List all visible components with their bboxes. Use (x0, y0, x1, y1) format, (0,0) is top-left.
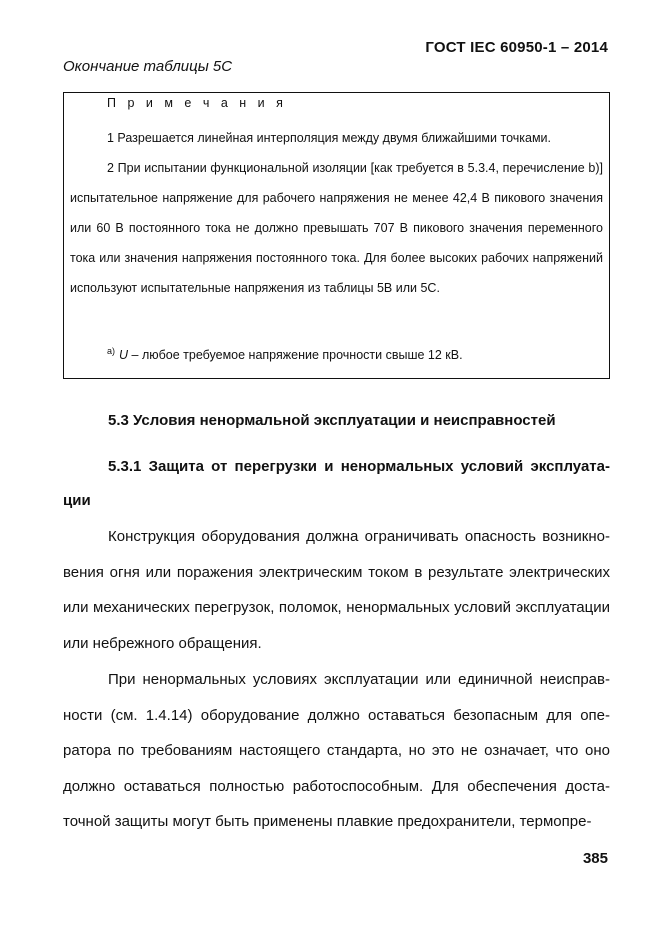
document-header: ГОСТ IEC 60950-1 – 2014 (425, 39, 608, 56)
section-heading: 5.3 Условия ненормальной эксплуатации и неисправностей (108, 412, 556, 429)
subsection-heading: 5.3.1 Защита от перегрузки и ненормальных условий эксплуатации (63, 458, 610, 509)
footnote-a (107, 336, 463, 370)
footnote-text: – любое требуемое напряжение прочности свыше 12 кВ. (128, 348, 463, 362)
body-paragraph-2: При ненормальных условиях эксплуатации или единичной неисправности (см. 1.4.14) оборудование должно оставаться безопасным для оператора по требованиям настоящего стандарта, но это не означает, что оно должно оставаться полностью работоспособным. Для обеспечения достаточной защиты могут быть применены плавкие предохранители, термопре- (63, 671, 610, 831)
notes-title: П р и м е ч а н и я (107, 96, 287, 110)
note-1: 1 Разрешается линейная интерполяция между двумя ближайшими точками. (107, 131, 552, 145)
footnote-marker: a) (107, 346, 116, 356)
footnote-variable: U (119, 348, 129, 362)
page-number: 385 (582, 850, 608, 867)
body-paragraph-1: Конструкция оборудования должна ограничивать опасность возникновения огня или поражения электрическим током в результате электрических или механических перегрузок, поломок, ненормальных условий эксплуатации или небрежного обращения. (63, 528, 610, 652)
note-2: 2 При испытании функциональной изоляции [как требуется в 5.3.4, перечисление b)] испытательное напряжение для рабочего напряжения не менее 42,4 В пикового значения или 60 В постоянного тока не должно превышать 707 В пикового значения переменного тока или значения напряжения постоянного тока. Для более высоких рабочих напряжений используют испытательные напряжения из таблицы 5В или 5С. (70, 161, 603, 295)
notes-table-cell (63, 92, 610, 379)
table-caption: Окончание таблицы 5С (63, 58, 233, 75)
